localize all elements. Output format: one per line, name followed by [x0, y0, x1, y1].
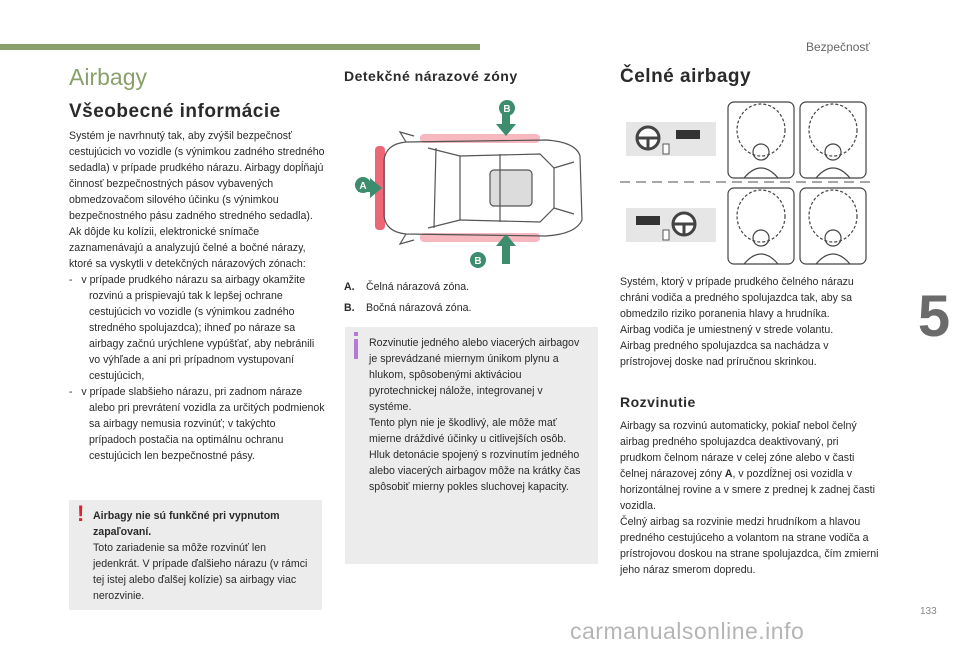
front-airbag-diagram	[620, 96, 872, 268]
info-text-2: Tento plyn nie je škodlivý, ale môže mať mierne dráždivé účinky u citlivejších osôb. Hluk detonácie spojený s rozvinutím jedného alebo viacerých airbagov môže na krátky čas spôsobiť mierny pokles sluchovej kapacity.	[369, 417, 581, 493]
car-outline	[384, 132, 582, 244]
general-heading: Všeobecné informácie	[69, 101, 281, 122]
general-sensors: Ak dôjde ku kolízii, elektronické snímače zaznamenávajú a analyzujú čelné a bočné nárazy, ktoré sa vyskytli v detekčných nárazových zónach:	[69, 226, 306, 270]
general-intro: Systém je navrhnutý tak, aby zvýšil bezpečnosť cestujúcich vo vozidle (s výnimkou zadného stredného sedadla) v prípade prudkého nárazu. Airbagy dopĺňajú činnosť bezpečnostných pásov vybavených obmedzovačom silového účinku (s výnimkou bezpečnostného pásu zadného stredného sedadla).	[69, 130, 325, 222]
watermark: carmanualsonline.info	[570, 618, 805, 644]
marker-a-label: A	[359, 181, 367, 192]
seats-top	[728, 102, 866, 178]
front-text	[620, 274, 878, 370]
header-accent-bar	[0, 44, 480, 50]
dashboard-driver-icon	[626, 122, 716, 156]
info-box	[345, 327, 598, 564]
marker-b-bottom-label: B	[474, 256, 482, 267]
deploy-heading: Rozvinutie	[620, 394, 696, 410]
deploy-text	[620, 418, 880, 578]
front-p3: Airbag predného spolujazdca sa nachádza v prístrojovej doske nad príručnou skrinkou.	[620, 340, 829, 368]
warning-bold: Airbagy nie sú funkčné pri vypnutom zapaľovaní.	[93, 510, 280, 538]
warning-box	[69, 500, 322, 610]
info-icon	[354, 339, 358, 359]
deploy-p1: Airbagy sa rozvinú automaticky, pokiaľ nebol čelný airbag predného spolujazdca deaktivovaný, pri prudkom čelnom náraze v celej zóne alebo v časti čelnej nárazovej zóny A, v pozdĺžnej osi vozidla v horizontálnej rovine a v smere z prednej k zadnej časti vozidla.	[620, 420, 875, 512]
general-bullet-1: - v prípade prudkého nárazu sa airbagy okamžite rozvinú a prispievajú tak k lepšej ochrane cestujúcich vo vozidle (s výnimkou zadného stredného spolujazdca); ihneď po náraze sa airbagy začnú urýchlene vypúšťať, aby nebránili vo výhľade a ani pri prípadnom vystupovaní cestujúcich,	[69, 274, 315, 382]
seats-bottom	[728, 188, 866, 264]
dashboard-passenger-icon	[626, 208, 716, 242]
page-title: Airbagy	[69, 64, 147, 90]
legend-item-b: B. Bočná nárazová zóna.	[344, 302, 472, 314]
general-text	[69, 128, 325, 464]
front-p2: Airbag vodiča je umiestnený v strede volantu.	[620, 324, 834, 336]
page-number: 133	[920, 606, 937, 617]
info-text-1: Rozvinutie jedného alebo viacerých airbagov je sprevádzané miernym únikom plynu a hlukom, spôsobenými aktiváciou pyrotechnickej nálože, integrovanej v systéme.	[369, 337, 580, 413]
legend-item-a: A. Čelná nárazová zóna.	[344, 281, 470, 293]
zones-legend	[344, 277, 471, 319]
general-bullet-2: - v prípade slabšieho nárazu, pri zadnom náraze alebo pri prevrátení vozidla za určitých podmienok sa airbagy nemusia rozvinúť; v takýchto prípadoch postačia na optimálnu ochranu cestujúcich len bezpečnostné pásy.	[69, 386, 325, 462]
marker-b-top-label: B	[503, 104, 511, 115]
warning-text: Toto zariadenie sa môže rozvinúť len jedenkrát. V prípade ďalšieho nárazu (v rámci tej istej alebo ďalšej kolízie) sa airbagy viac nerozvinie.	[93, 542, 308, 602]
chapter-tab	[908, 275, 960, 357]
zones-heading: Detekčné nárazové zóny	[344, 68, 518, 84]
chapter-number: 5	[917, 283, 951, 349]
front-p1: Systém, ktorý v prípade prudkého čelného nárazu chráni vodiča a predného spolujazdca tak, aby sa obmedzilo riziko poranenia hlavy a hrudníka.	[620, 276, 854, 320]
section-title: Bezpečnosť	[806, 40, 870, 54]
front-airbags-heading: Čelné airbagy	[620, 66, 752, 87]
deploy-p2: Čelný airbag sa rozvinie medzi hrudníkom a hlavou predného cestujúceho a volantom na strane vodiča a prístrojovou doskou na strane spolujazdca, čím zmierni jeho náraz smerom dopredu.	[620, 516, 879, 576]
car-top-view-diagram	[340, 96, 600, 272]
warning-icon: !	[77, 501, 85, 526]
